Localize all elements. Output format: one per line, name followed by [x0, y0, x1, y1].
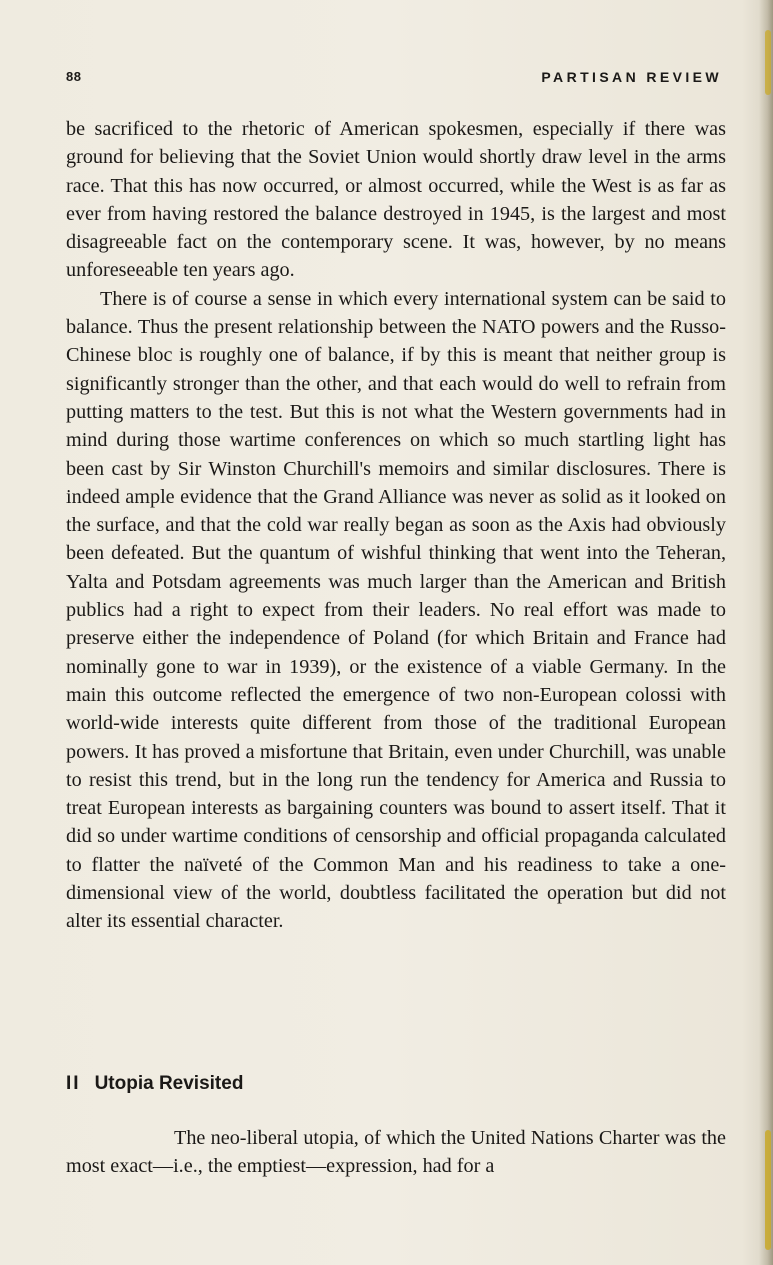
section-title: Utopia Revisited [94, 1073, 244, 1094]
page-edge-stain-bottom [765, 1130, 771, 1250]
section-number: II [66, 1073, 81, 1094]
page-edge-stain-top [765, 30, 771, 95]
paragraph-utopia: The neo-liberal utopia, of which the United Nations Charter was the most exact—i.e., the emptiest—expression, had for a [66, 1127, 726, 1178]
section-body [66, 1124, 726, 1181]
paragraph-continued: be sacrificed to the rhetoric of American spokesmen, especially if there was ground for believing that the Soviet Union would shortly draw level in the arms race. That this has now occurred, or almost occurred, while the West is as far as ever from having restored the balance destroyed in 1945, is the largest and most disagreeable fact on the contemporary scene. It was, however, by no means unforeseeable ten years ago. [66, 118, 726, 282]
journal-title: PARTISAN REVIEW [541, 69, 722, 85]
page-edge-shadow [759, 0, 773, 1265]
section-heading [66, 1073, 243, 1095]
running-head [66, 69, 722, 93]
paragraph-balance: There is of course a sense in which every international system can be said to balance. Thus the present relationship between the NATO powers and the Russo-Chinese bloc is roughly one of balance, if by this is meant that neither group is significantly stronger than the other, and that each would do well to refrain from putting matters to the test. But this is not what the Western governments had in mind during those wartime conferences on which so much startling light has been cast by Sir Winston Churchill's memoirs and similar disclosures. There is indeed ample evidence that the Grand Alliance was never as solid as it looked on the surface, and that the cold war really began as soon as the Axis had obviously been defeated. But the quantum of wishful thinking that went into the Teheran, Yalta and Potsdam agreements was much larger than the American and British publics had a right to expect from their leaders. No real effort was made to preserve either the independence of Poland (for which Britain and France had nominally gone to war in 1939), or the existence of a viable Germany. In the main this outcome reflected the emergence of two non-European colossi with world-wide interests quite different from those of the traditional European powers. It has proved a misfortune that Britain, even under Churchill, was unable to resist this trend, but in the long run the tendency for America and Russia to treat European interests as bargaining counters was bound to assert itself. That it did so under wartime conditions of censorship and official propaganda calculated to flatter the naïveté of the Common Man and his readiness to take a one-dimensional view of the world, doubtless facilitated the operation but did not alter its essential character. [66, 287, 726, 933]
article-body [66, 115, 726, 936]
page-number: 88 [66, 69, 82, 84]
